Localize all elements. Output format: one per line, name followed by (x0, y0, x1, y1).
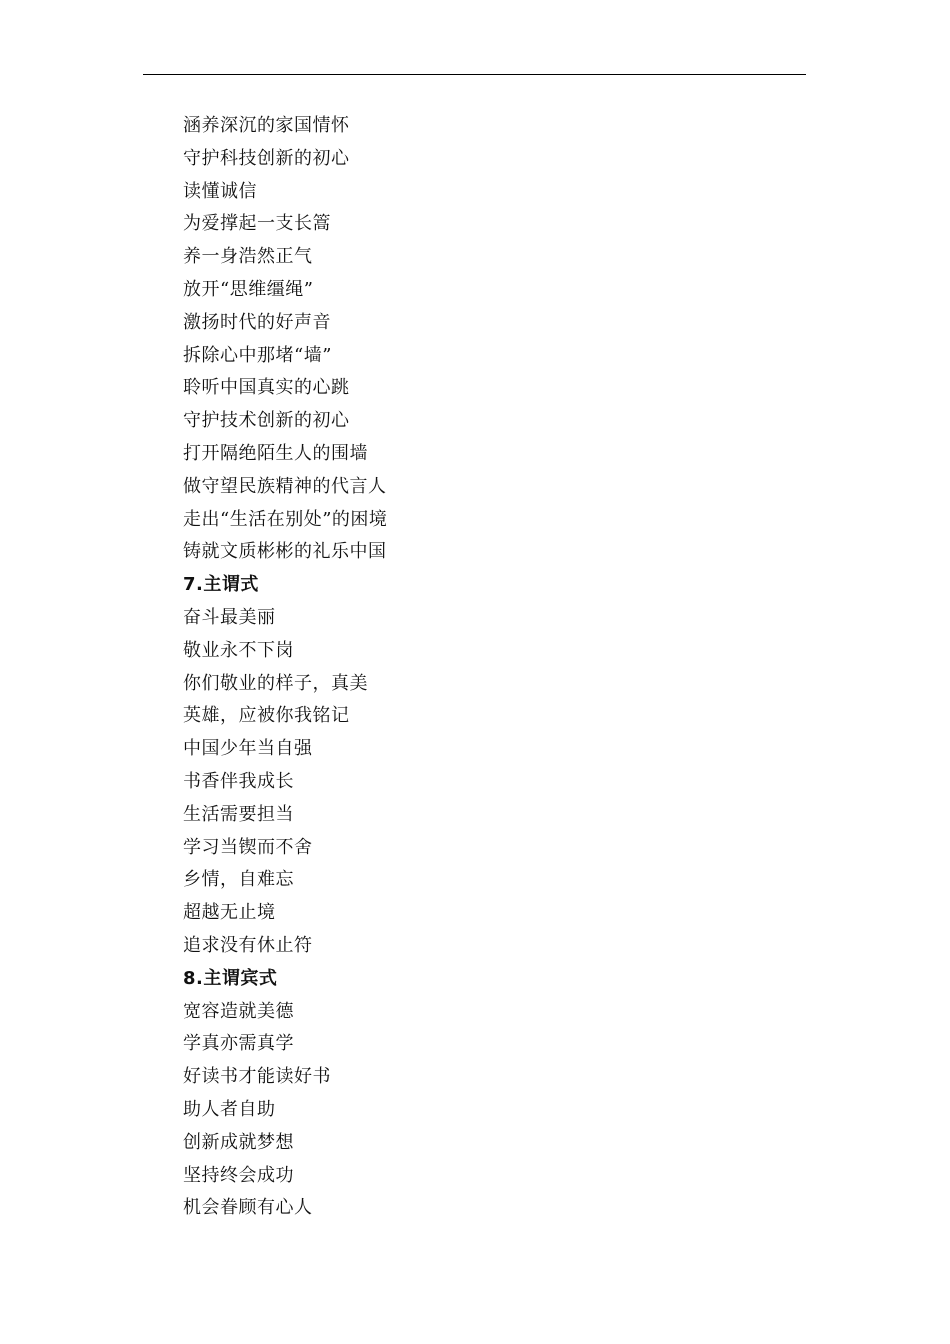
list-item: 放开“思维缰绳” (183, 278, 314, 300)
header-rule (143, 74, 806, 75)
list-item: 书香伴我成长 (183, 770, 294, 792)
list-item: 奋斗最美丽 (183, 606, 276, 628)
list-item: 助人者自助 (183, 1098, 276, 1120)
list-item: 敬业永不下岗 (183, 639, 294, 661)
list-item: 中国少年当自强 (183, 738, 313, 760)
list-item: 学真亦需真学 (183, 1033, 294, 1055)
list-item: 涵养深沉的家国情怀 (183, 115, 350, 136)
list-item: 学习当锲而不舍 (183, 836, 313, 858)
list-item: 激扬时代的好声音 (183, 311, 331, 333)
list-item: 养一身浩然正气 (183, 246, 313, 268)
list-item: 聆听中国真实的心跳 (183, 377, 350, 399)
list-item: 坚持终会成功 (183, 1164, 294, 1186)
document-body (183, 110, 783, 1225)
list-item: 读懂诚信 (183, 180, 257, 202)
list-item: 走出“生活在别处”的困境 (183, 508, 388, 530)
list-item: 拆除心中那堵“墙” (183, 344, 332, 366)
list-item: 为爱撑起一支长篙 (183, 213, 331, 235)
list-item: 你们敬业的样子，真美 (183, 672, 368, 694)
list-item: 英雄，应被你我铭记 (183, 705, 350, 727)
list-item: 生活需要担当 (183, 803, 294, 825)
list-item: 宽容造就美德 (183, 1000, 294, 1022)
list-item: 守护技术创新的初心 (183, 410, 350, 432)
list-item: 做守望民族精神的代言人 (183, 475, 387, 497)
list-item: 乡情，自难忘 (183, 869, 294, 891)
list-item: 追求没有休止符 (183, 934, 313, 956)
list-item: 铸就文质彬彬的礼乐中国 (183, 541, 387, 563)
section-heading-7: 7.主谓式 (183, 574, 259, 596)
list-item: 机会眷顾有心人 (183, 1197, 313, 1219)
list-item: 打开隔绝陌生人的围墙 (183, 442, 368, 464)
list-item: 超越无止境 (183, 902, 276, 924)
list-item: 好读书才能读好书 (183, 1066, 331, 1088)
list-item: 创新成就梦想 (183, 1131, 294, 1153)
section-heading-8: 8.主谓宾式 (183, 967, 278, 989)
list-item: 守护科技创新的初心 (183, 147, 350, 169)
